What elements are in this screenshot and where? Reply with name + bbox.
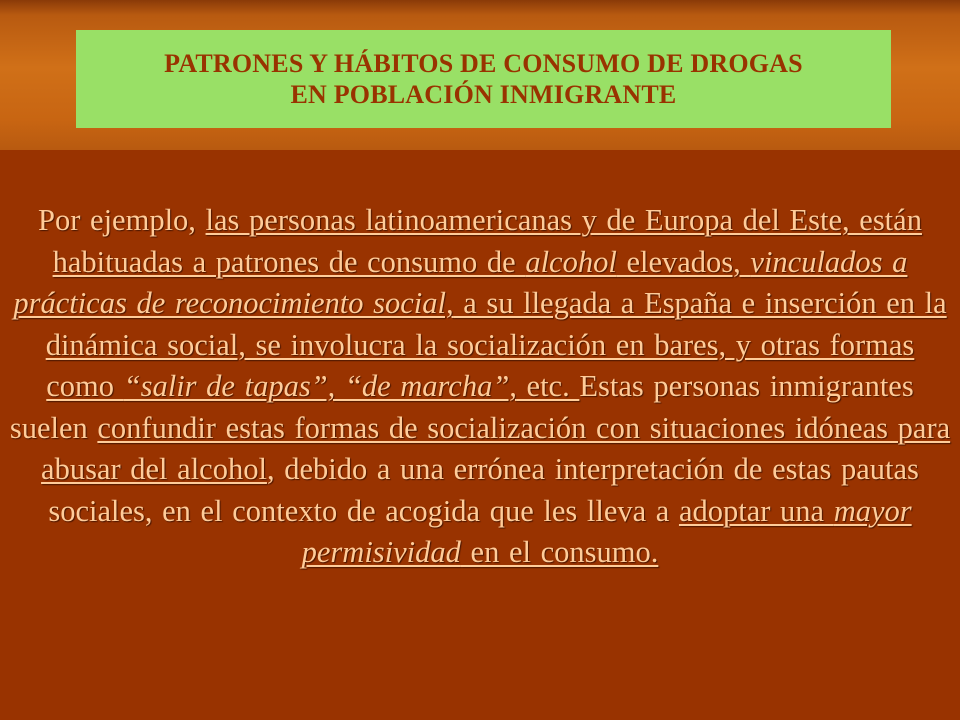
slide-title-line-2: EN POBLACIÓN INMIGRANTE (290, 80, 677, 109)
paragraph-underlined-segment: en el consumo. (460, 535, 659, 569)
slide-title (154, 48, 813, 110)
title-box (76, 30, 891, 128)
paragraph-underlined-segment: confundir estas formas de socialización con situaciones idóneas para abusar del alcohol (41, 410, 951, 486)
paragraph-underlined-segment: a su llegada a España e inserción en la dinámica social, se involucra la socialización en bares, y otras formas como (45, 286, 947, 403)
paragraph-underlined-segment: etc. (516, 369, 580, 403)
slide-title-line-1: PATRONES Y HÁBITOS DE CONSUMO DE DROGAS (164, 49, 803, 78)
paragraph-underlined-segment: las personas latinoamericanas y de Europa del Este, están habituadas a patrones de consumo de (52, 203, 922, 279)
paragraph-underlined-segment: adoptar una (678, 493, 834, 528)
paragraph-underlined-italic-segment: alcohol (525, 244, 617, 279)
paragraph-underlined-italic-segment: “salir de tapas”, “de marcha”, (123, 369, 517, 403)
paragraph-segment: , debido a una errónea interpretación de estas pautas sociales, en el contexto de acogida que les lleva a (48, 452, 919, 528)
paragraph-segment: Por ejemplo, (38, 203, 206, 237)
paragraph-underlined-italic-segment: mayor permisividad (301, 493, 912, 569)
body-paragraph (8, 200, 952, 574)
paragraph-underlined-italic-segment: vinculados a prácticas de reconocimiento social, (13, 244, 908, 320)
paragraph-underlined-segment: elevados, (616, 244, 751, 279)
paragraph-segment: Estas personas inmigrantes suelen (9, 369, 914, 445)
